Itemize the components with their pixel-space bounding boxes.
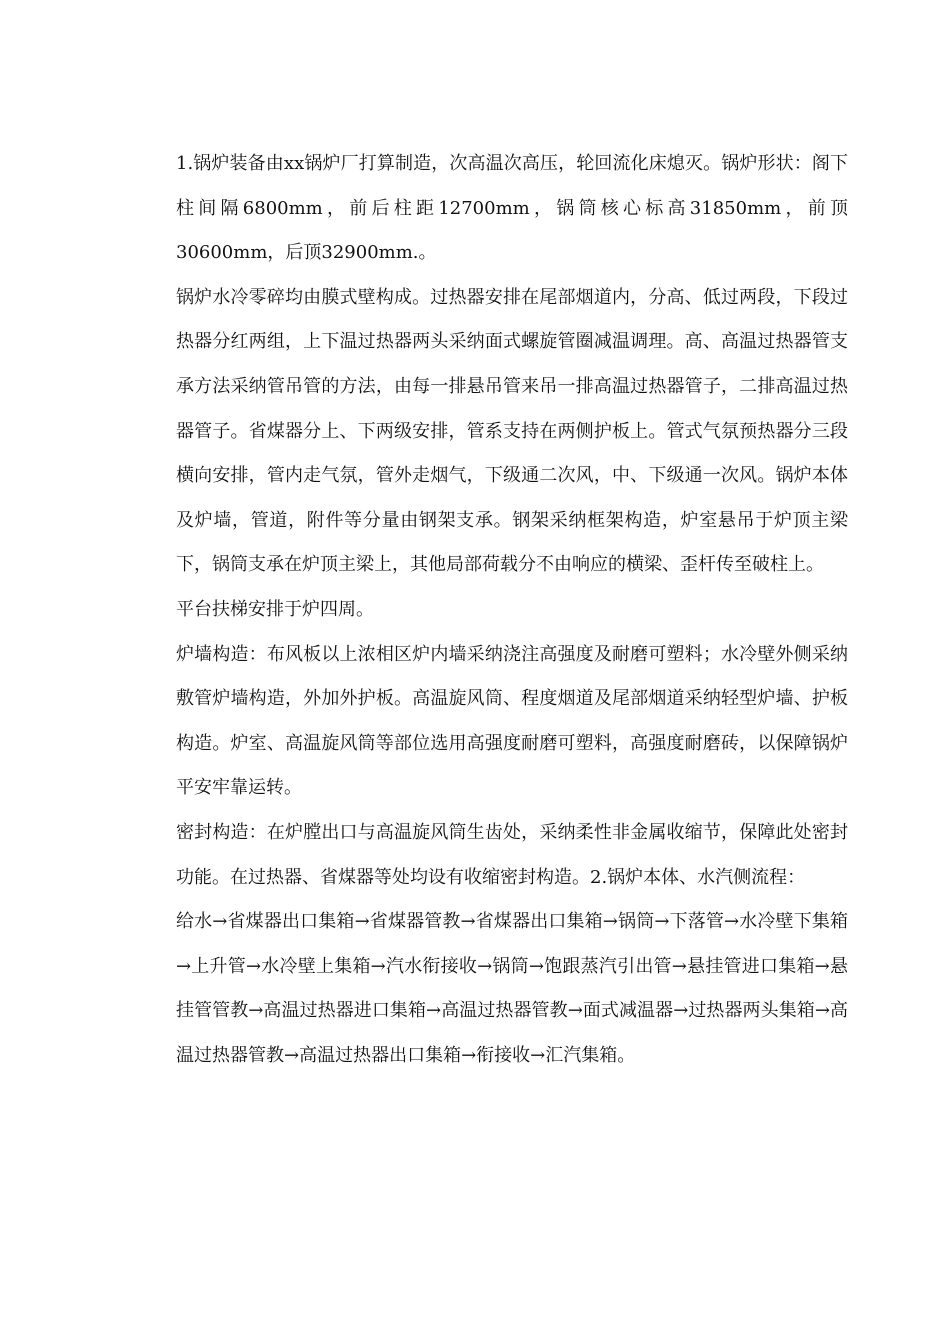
paragraph-water-cooling-system: 锅炉水冷零碎均由膜式壁构成。过热器安排在尾部烟道内，分高、低过两段，下段过热器分红两组，上下温过热器两头采纳面式螺旋管圈减温调理。高、高温过热器管支承方法采纳管吊管的方法，由每一排悬吊管来吊一排高温过热器管子，二排高温过热器管子。省煤器分上、下两级安排，管系支持在两侧护板上。管式气氛预热器分三段横向安排，管内走气氛，管外走烟气，下级通二次风，中、下级通一次风。锅炉本体及炉墙，管道，附件等分量由钢架支承。钢架采纳框架构造，炉室悬吊于炉顶主梁下，锅筒支承在炉顶主梁上，其他局部荷载分不由响应的横梁、歪杆传至破柱上。 bbox=[176, 286, 848, 576]
document-body bbox=[176, 142, 848, 1078]
paragraph-platform-ladder: 平台扶梯安排于炉四周。 bbox=[176, 598, 374, 620]
paragraph-water-steam-flow: 给水→省煤器出口集箱→省煤器管教→省煤器出口集箱→锅筒→下落管→水冷壁下集箱→上升管→水冷壁上集箱→汽水衔接收→锅筒→饱跟蒸汽引出管→悬挂管进口集箱→悬挂管管教→高温过热器进口集箱→高温过热器管教→面式减温器→过热器两头集箱→高温过热器管教→高温过热器出口集箱→衔接收→汇汽集箱。 bbox=[176, 911, 848, 1066]
paragraph-boiler-equipment: 1.锅炉装备由xx锅炉厂打算制造，次高温次高压，轮回流化床熄灭。锅炉形状：阁下柱间隔6800mm，前后柱距12700mm，锅筒核心标高31850mm，前顶30600mm，后顶32900mm.。 bbox=[176, 153, 848, 264]
paragraph-furnace-wall-structure: 炉墙构造：布风板以上浓相区炉内墙采纳浇注高强度及耐磨可塑料；水冷壁外侧采纳敷管炉墙构造，外加外护板。高温旋风筒、程度烟道及尾部烟道采纳轻型炉墙、护板构造。炉室、高温旋风筒等部位选用高强度耐磨可塑料，高强度耐磨砖，以保障锅炉平安牢靠运转。 bbox=[176, 643, 848, 799]
paragraph-sealing-structure: 密封构造：在炉膛出口与高温旋风筒生齿处，采纳柔性非金属收缩节，保障此处密封功能。在过热器、省煤器等处均设有收缩密封构造。2.锅炉本体、水汽侧流程： bbox=[176, 821, 848, 888]
